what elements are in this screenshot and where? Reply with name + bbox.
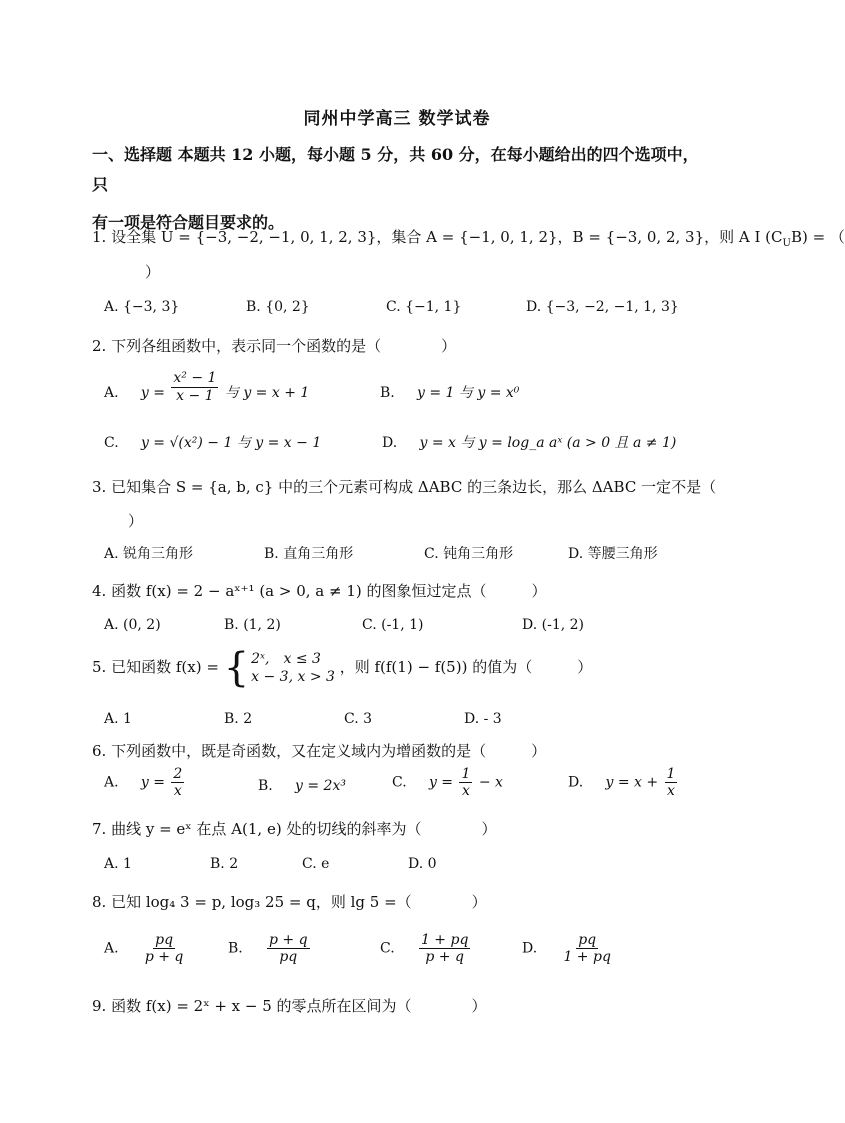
section-heading-line1: 一、选择题 本题共 12 小题，每小题 5 分，共 60 分，在每小题给出的四个选项中，只 xyxy=(92,145,699,194)
question-6-option-a-fraction xyxy=(171,766,184,799)
question-6-option-a-lhs: y = xyxy=(140,774,165,791)
question-8-option-c-fraction xyxy=(419,932,470,965)
question-2-options-row2 xyxy=(104,432,724,472)
question-8-option-a-letter: A. xyxy=(104,940,119,957)
question-1-option-c[interactable]: C. {−1, 1} xyxy=(386,299,462,315)
question-8-options xyxy=(104,932,724,972)
question-5-piecewise xyxy=(223,645,335,691)
question-4-option-c[interactable]: C. (-1, 1) xyxy=(362,617,424,633)
question-6-option-c-fraction xyxy=(459,766,472,799)
question-5-text: 5. 已知函数 f(x) = xyxy=(92,658,219,676)
question-2-option-d-text: y = x 与 y = log_a aˣ (a > 0 且 a ≠ 1) xyxy=(419,435,677,451)
question-8-option-b-denominator: pq xyxy=(279,949,298,966)
question-1-subscript: U xyxy=(782,238,791,249)
question-2-option-b-text: y = 1 与 y = x⁰ xyxy=(417,385,520,401)
question-6-option-c-denominator: x xyxy=(461,783,470,800)
question-6-options xyxy=(104,766,724,806)
question-1-stem xyxy=(92,226,845,249)
question-2-option-c[interactable] xyxy=(104,432,321,452)
question-8-option-c-numerator: 1 + pq xyxy=(420,932,469,948)
question-3-option-b[interactable]: B. 直角三角形 xyxy=(264,546,354,562)
question-6-option-d-letter: D. xyxy=(568,774,584,791)
question-3-option-d[interactable]: D. 等腰三角形 xyxy=(568,546,658,562)
question-1-text: 1. 设全集 U = {−3, −2, −1, 0, 1, 2, 3}，集合 A = {−1, 0, 1, 2}，B = {−3, 0, 2, 3}，则 A I (C xyxy=(92,228,783,246)
question-6-option-c-rhs: − x xyxy=(478,774,503,791)
question-2-option-a-lhs: y = xyxy=(140,385,165,401)
question-8-stem: 8. 已知 log₄ 3 = p, log₃ 25 = q，则 lg 5 =（ ） xyxy=(92,893,487,911)
question-8-option-a-denominator: p + q xyxy=(144,949,184,966)
question-8-option-a-fraction xyxy=(143,932,186,965)
question-3-options xyxy=(104,543,724,583)
question-5-option-b[interactable]: B. 2 xyxy=(224,711,253,727)
question-2-option-b[interactable] xyxy=(380,382,519,402)
question-2-option-a-fraction xyxy=(171,370,218,403)
question-9-stem: 9. 函数 f(x) = 2ˣ + x − 5 的零点所在区间为（ ） xyxy=(92,997,487,1015)
question-6-option-c-numerator: 1 xyxy=(461,766,471,782)
question-6-option-b[interactable] xyxy=(258,778,346,794)
question-6-option-a-denominator: x xyxy=(173,783,182,800)
question-7-option-b[interactable]: B. 2 xyxy=(210,856,239,872)
question-4-stem: 4. 函数 f(x) = 2 − aˣ⁺¹ (a > 0, a ≠ 1) 的图象恒过定点（ ） xyxy=(92,582,547,600)
question-7-option-d[interactable]: D. 0 xyxy=(408,856,437,872)
question-8-option-c[interactable] xyxy=(380,932,472,965)
question-8-option-b-numerator: p + q xyxy=(269,932,308,948)
question-8-option-d-denominator: 1 + pq xyxy=(563,949,611,966)
question-2-options-row1 xyxy=(104,372,724,412)
question-8-option-d-fraction xyxy=(561,932,612,965)
question-2-option-c-text: y = √(x²) − 1 与 y = x − 1 xyxy=(140,435,322,451)
question-6-option-d-numerator: 1 xyxy=(666,766,676,782)
question-2-option-a-letter: A. xyxy=(104,385,119,401)
question-6-stem: 6. 下列函数中，既是奇函数，又在定义域内为增函数的是（ ） xyxy=(92,742,547,760)
question-8-option-b-letter: B. xyxy=(228,940,243,957)
question-2-option-a-rhs: 与 y = x + 1 xyxy=(224,385,310,401)
question-8-option-d-numerator: pq xyxy=(578,932,597,948)
question-4-option-a[interactable]: A. (0, 2) xyxy=(104,617,161,633)
question-2-option-d[interactable] xyxy=(382,432,676,452)
question-3-option-a[interactable]: A. 锐角三角形 xyxy=(104,546,194,562)
question-6-option-a-numerator: 2 xyxy=(173,766,183,782)
question-2-option-b-letter: B. xyxy=(380,385,395,401)
question-3-close: ） xyxy=(128,512,144,530)
question-4-option-b[interactable]: B. (1, 2) xyxy=(224,617,281,633)
question-8-option-b[interactable] xyxy=(228,932,312,965)
question-1-tail: B) = （ xyxy=(790,228,845,246)
question-7-stem: 7. 曲线 y = eˣ 在点 A(1, e) 处的切线的斜率为（ ） xyxy=(92,820,497,838)
question-5-option-d[interactable]: D. - 3 xyxy=(464,711,502,727)
question-1-close: ） xyxy=(145,263,161,281)
question-1-option-b[interactable]: B. {0, 2} xyxy=(246,299,310,315)
question-6-option-d-denominator: x xyxy=(667,783,675,800)
question-1-options xyxy=(104,299,724,339)
question-1-option-a[interactable]: A. {−3, 3} xyxy=(104,299,180,315)
question-8-option-b-fraction xyxy=(267,932,310,965)
question-7-option-c[interactable]: C. e xyxy=(302,856,330,872)
question-6-option-c-letter: C. xyxy=(392,774,407,791)
question-6-option-d[interactable] xyxy=(568,766,679,799)
question-8-option-d-letter: D. xyxy=(522,940,538,957)
question-2-option-c-letter: C. xyxy=(104,435,119,451)
question-6-option-a[interactable] xyxy=(104,766,186,799)
question-2-option-a-numerator: x² − 1 xyxy=(173,370,217,387)
question-4-option-d[interactable]: D. (-1, 2) xyxy=(522,617,584,633)
question-7-option-a[interactable]: A. 1 xyxy=(104,856,132,872)
question-2-option-a-denominator: x − 1 xyxy=(176,387,214,404)
question-5-cases xyxy=(251,650,335,686)
question-5-option-a[interactable]: A. 1 xyxy=(104,711,132,727)
question-6-option-d-lhs: y = x + xyxy=(605,774,659,791)
question-5-stem xyxy=(92,645,593,691)
question-8-option-c-letter: C. xyxy=(380,940,395,957)
question-3-option-c[interactable]: C. 钝角三角形 xyxy=(424,546,514,562)
question-6-option-b-letter: B. xyxy=(258,778,273,794)
question-6-option-b-text: y = 2x³ xyxy=(295,778,346,794)
question-8-option-a[interactable] xyxy=(104,932,187,965)
question-8-option-a-numerator: pq xyxy=(155,932,174,948)
question-8-option-c-denominator: p + q xyxy=(425,949,464,966)
question-3-stem: 3. 已知集合 S = {a, b, c} 中的三个元素可构成 ΔABC 的三条边长，那么 ΔABC 一定不是（ xyxy=(92,478,717,496)
section-heading xyxy=(92,140,712,238)
question-6-option-a-letter: A. xyxy=(104,774,119,791)
section-heading-line2: 有一项是符合题目要求的。 xyxy=(92,213,285,232)
question-6-option-c[interactable] xyxy=(392,766,503,799)
page-title: 同州中学高三 数学试卷 xyxy=(303,109,491,129)
question-2-option-d-letter: D. xyxy=(382,435,398,451)
question-5-option-c[interactable]: C. 3 xyxy=(344,711,373,727)
question-6-option-c-lhs: y = xyxy=(428,774,454,791)
question-1-option-d[interactable]: D. {−3, −2, −1, 1, 3} xyxy=(526,299,679,315)
question-2-stem: 2. 下列各组函数中，表示同一个函数的是（ ） xyxy=(92,337,457,355)
question-5-case-1: 2ˣ, x ≤ 3 xyxy=(251,650,321,667)
question-7-options xyxy=(104,856,724,896)
question-5-case-2: x − 3, x > 3 xyxy=(251,669,335,685)
question-2-option-a[interactable] xyxy=(104,370,310,404)
question-8-option-d[interactable] xyxy=(522,932,615,965)
question-6-option-d-fraction xyxy=(665,766,678,799)
question-5-text-tail: ，则 f(f(1) − f(5)) 的值为（ ） xyxy=(339,658,593,676)
left-brace-icon: { xyxy=(223,645,250,691)
